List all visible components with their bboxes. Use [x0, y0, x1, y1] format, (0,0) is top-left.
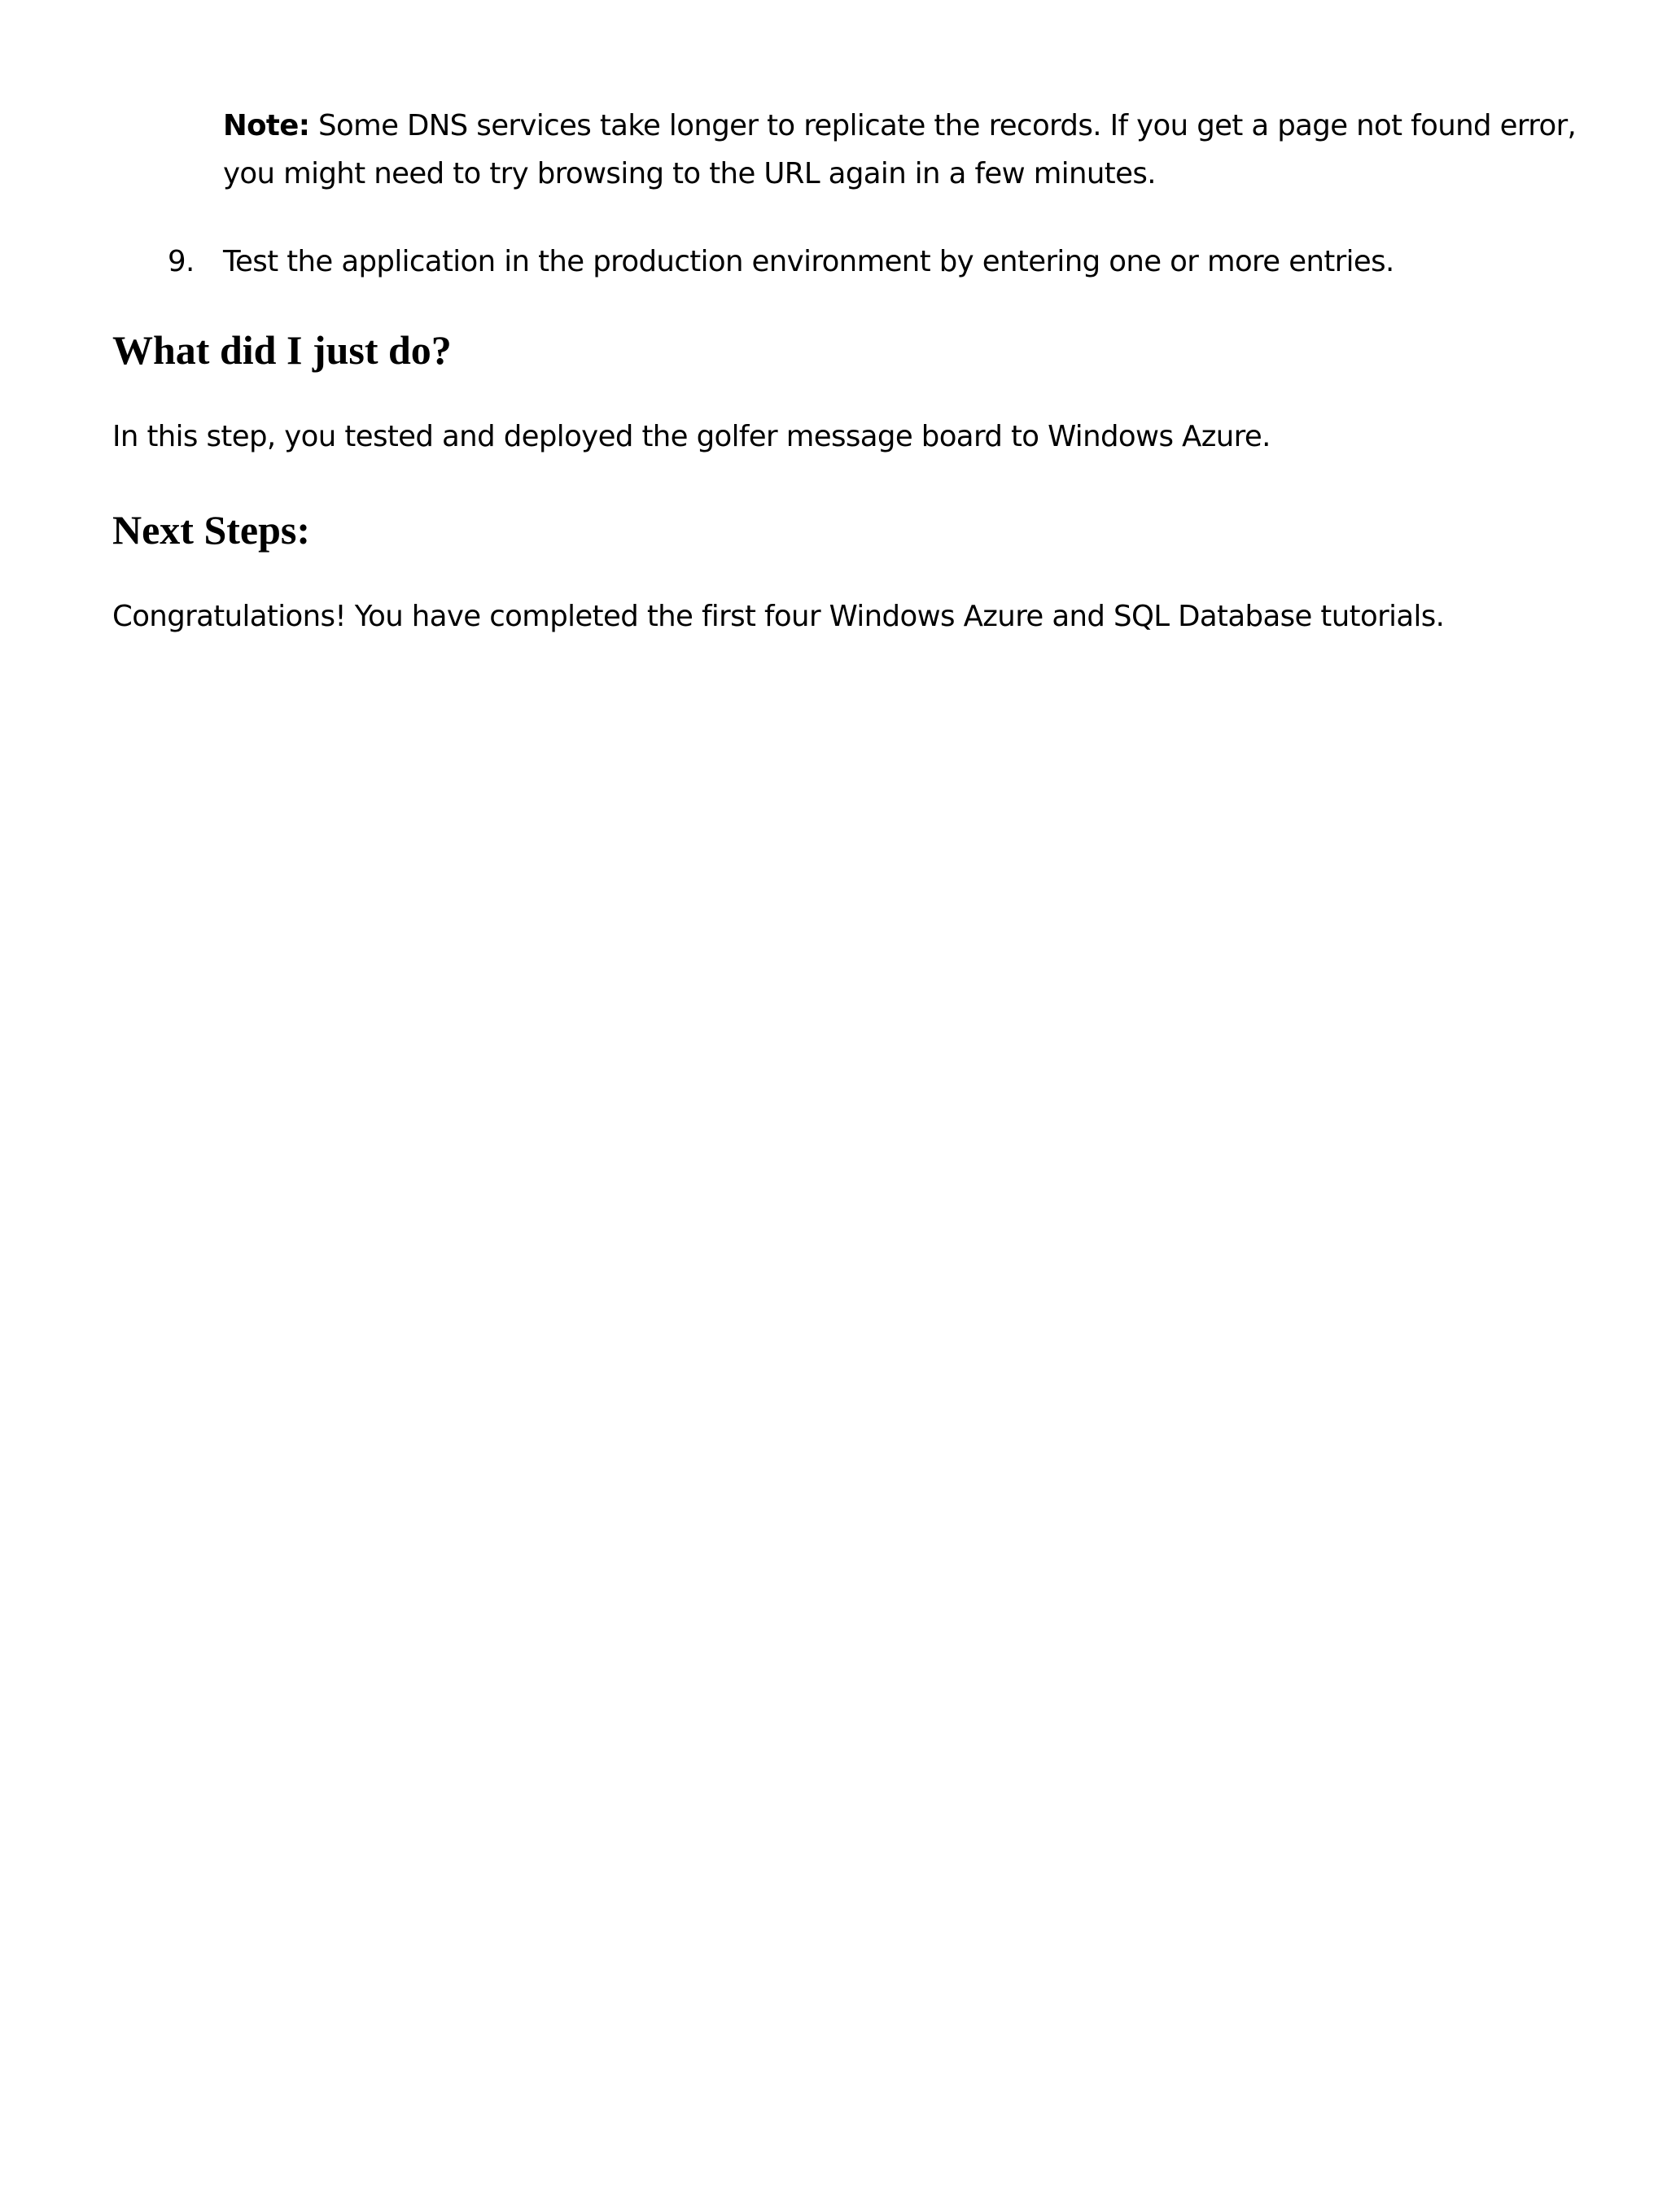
section-heading-next-steps: Next Steps: [112, 507, 311, 553]
step-text: Test the application in the production environment by entering one or more entries. [223, 245, 1394, 278]
section-paragraph-summary: In this step, you tested and deployed the golfer message board to Windows Azure. [112, 420, 1271, 453]
step-number: 9. [168, 245, 195, 278]
section-paragraph-congratulations: Congratulations! You have completed the first four Windows Azure and SQL Database tutorials. [112, 600, 1445, 633]
note-line-1 [223, 102, 1576, 150]
section-heading-what-did-i-just-do: What did I just do? [112, 327, 452, 373]
note-block [223, 102, 1576, 198]
note-text-line-2: you might need to try browsing to the URL again in a few minutes. [223, 157, 1156, 190]
note-text-line-1: Some DNS services take longer to replicate the records. If you get a page not found error, [309, 109, 1577, 142]
note-label: Note: [223, 109, 310, 142]
